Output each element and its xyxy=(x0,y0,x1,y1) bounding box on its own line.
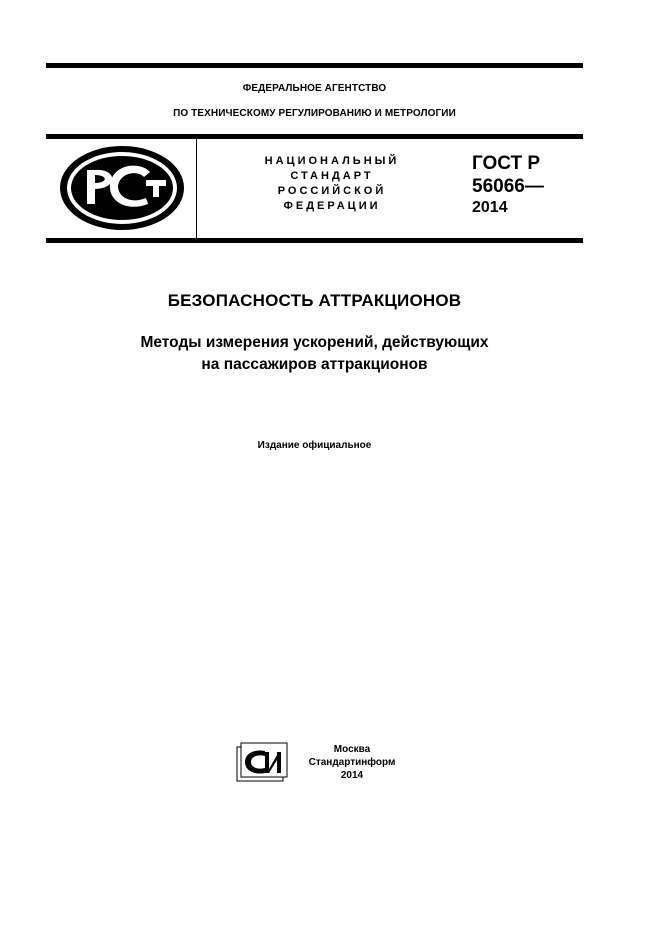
edition-label: Издание официальное xyxy=(257,440,372,451)
agency-line-1: ФЕДЕРАЛЬНОЕ АГЕНТСТВО xyxy=(242,83,387,94)
agency-line-2: ПО ТЕХНИЧЕСКОМУ РЕГУЛИРОВАНИЮ И МЕТРОЛОГИИ xyxy=(173,108,456,119)
rst-certification-mark-icon xyxy=(58,144,186,232)
publisher-city: Москва xyxy=(333,744,371,755)
subtitle-line-1: Методы измерения ускорений, действующих xyxy=(140,334,489,351)
national-standard-label xyxy=(242,154,422,214)
publisher-name: Стандартинформ xyxy=(308,757,396,768)
middle-rule xyxy=(46,134,583,139)
gost-prefix: ГОСТ Р xyxy=(472,153,541,174)
bottom-rule xyxy=(46,238,583,243)
national-line-1: НАЦИОНАЛЬНЫЙ xyxy=(264,155,400,167)
gost-designation xyxy=(472,152,544,218)
subtitle-line-2: на пассажиров аттракционов xyxy=(201,356,428,373)
gost-number: 56066— xyxy=(472,176,544,197)
publisher-year: 2014 xyxy=(340,770,364,781)
document-subtitle xyxy=(46,332,583,376)
national-line-4: ФЕДЕРАЦИИ xyxy=(283,200,381,212)
publisher-info xyxy=(300,743,404,782)
header-divider xyxy=(196,139,197,238)
national-line-3: РОССИЙСКОЙ xyxy=(277,185,387,197)
document-title: БЕЗОПАСНОСТЬ АТТРАКЦИОНОВ xyxy=(167,291,462,310)
national-line-2: СТАНДАРТ xyxy=(290,170,374,182)
top-rule xyxy=(46,63,583,68)
standartinform-logo-icon xyxy=(235,741,289,783)
gost-year: 2014 xyxy=(472,199,508,216)
